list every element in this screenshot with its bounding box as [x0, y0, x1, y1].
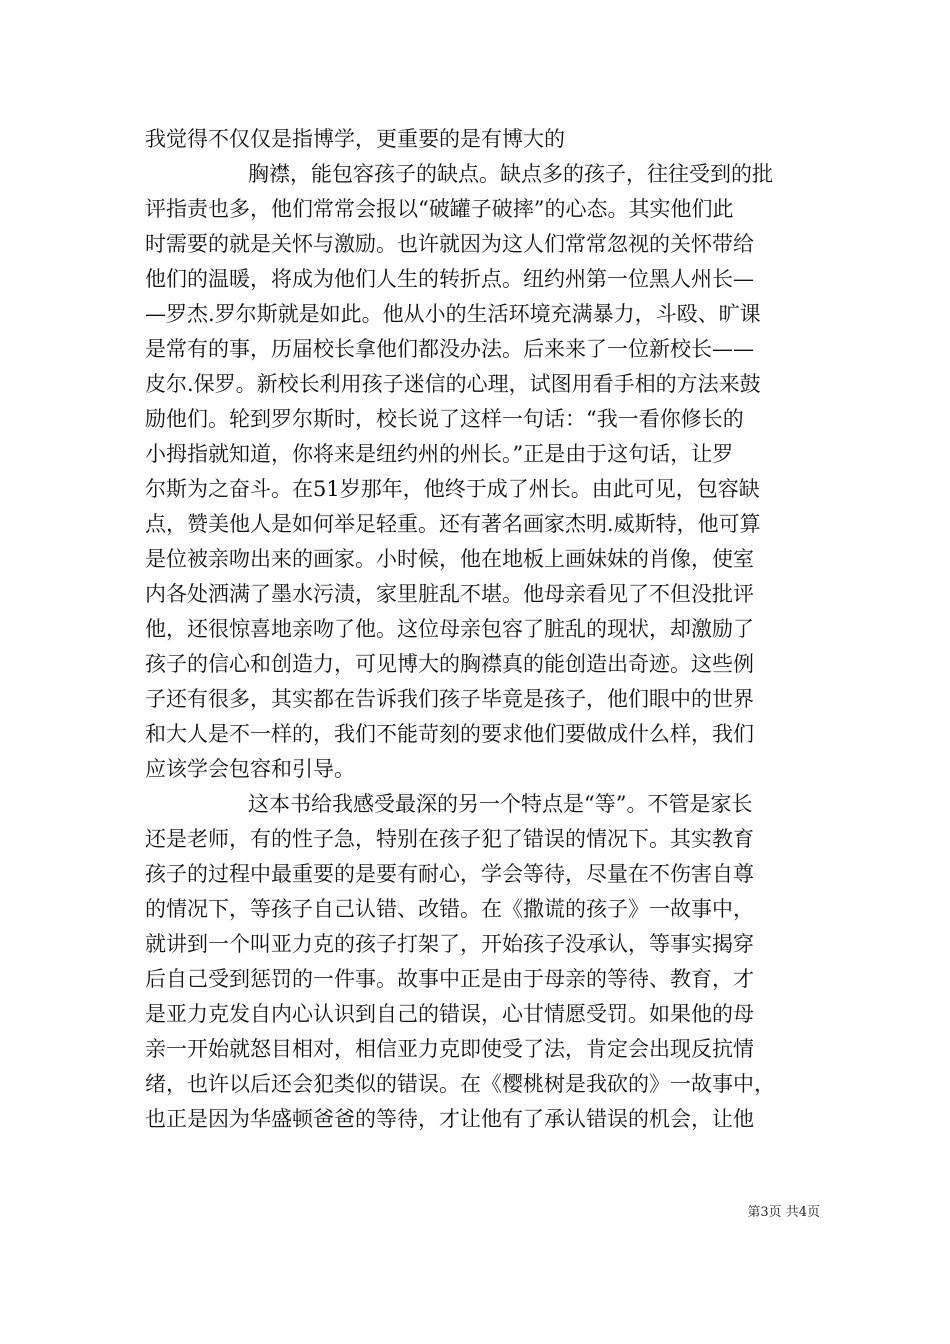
text-line: 小拇指就知道，你将来是纽约州的州长。”正是由于这句话，让罗: [145, 442, 734, 466]
text-line: 孩子的信心和创造力，可见博大的胸襟真的能创造出奇迹。这些例: [145, 652, 754, 676]
text-line: 评指责也多，他们常常会报以“破罐子破摔”的心态。其实他们此: [145, 197, 734, 221]
text-line: 绪，也许以后还会犯类似的错误。在《樱桃树是我砍的》一故事中，: [145, 1072, 775, 1096]
text-line: 是亚力克发自内心认识到自己的错误，心甘情愿受罚。如果他的母: [145, 1002, 754, 1026]
text-line: 孩子的过程中最重要的是要有耐心，学会等待，尽量在不伤害自尊: [145, 862, 754, 886]
text-line: 是位被亲吻出来的画家。小时候，他在地板上画妹妹的肖像，使室: [145, 547, 754, 571]
text-line: 子还有很多，其实都在告诉我们孩子毕竟是孩子，他们眼中的世界: [145, 687, 754, 711]
text-line: 皮尔.保罗。新校长利用孩子迷信的心理，试图用看手相的方法来鼓: [145, 372, 761, 396]
text-line: 他们的温暖，将成为他们人生的转折点。纽约州第一位黑人州长—: [145, 267, 754, 291]
text-line: 时需要的就是关怀与激励。也许就因为这人们常常忽视的关怀带给: [145, 232, 754, 256]
text-line: 就讲到一个叫亚力克的孩子打架了，开始孩子没承认，等事实揭穿: [145, 932, 754, 956]
text-line: 尔斯为之奋斗。在51岁那年，他终于成了州长。由此可见，包容缺: [145, 477, 760, 501]
page-number-footer: 第3页 共4页: [747, 1205, 820, 1220]
paragraph-line: 胸襟，能包容孩子的缺点。缺点多的孩子，往往受到的批: [248, 162, 773, 186]
paragraph-line: 这本书给我感受最深的另一个特点是“等”。不管是家长: [248, 792, 753, 816]
text-line: 他，还很惊喜地亲吻了他。这位母亲包容了脏乱的现状，却激励了: [145, 617, 754, 641]
text-line: 内各处洒满了墨水污渍，家里脏乱不堪。他母亲看见了不但没批评: [145, 582, 754, 606]
text-line: 也正是因为华盛顿爸爸的等待，才让他有了承认错误的机会，让他: [145, 1107, 754, 1131]
text-line: 是常有的事，历届校长拿他们都没办法。后来来了一位新校长——: [145, 337, 754, 361]
text-line: —罗杰.罗尔斯就是如此。他从小的生活环境充满暴力，斗殴、旷课: [145, 302, 761, 326]
text-line: 应该学会包容和引导。: [145, 757, 355, 781]
text-line: 点，赞美他人是如何举足轻重。还有著名画家杰明.威斯特，他可算: [145, 512, 761, 536]
text-line: 和大人是不一样的，我们不能苛刻的要求他们要做成什么样，我们: [145, 722, 754, 746]
text-line: 我觉得不仅仅是指博学，更重要的是有博大的: [145, 127, 565, 151]
text-line: 励他们。轮到罗尔斯时，校长说了这样一句话：“我一看你修长的: [145, 407, 744, 431]
text-line: 后自己受到惩罚的一件事。故事中正是由于母亲的等待、教育，才: [145, 967, 754, 991]
text-line: 亲一开始就怒目相对，相信亚力克即使受了法，肯定会出现反抗情: [145, 1037, 754, 1061]
text-line: 还是老师，有的性子急，特别在孩子犯了错误的情况下。其实教育: [145, 827, 754, 851]
text-line: 的情况下，等孩子自己认错、改错。在《撒谎的孩子》一故事中，: [145, 897, 754, 921]
